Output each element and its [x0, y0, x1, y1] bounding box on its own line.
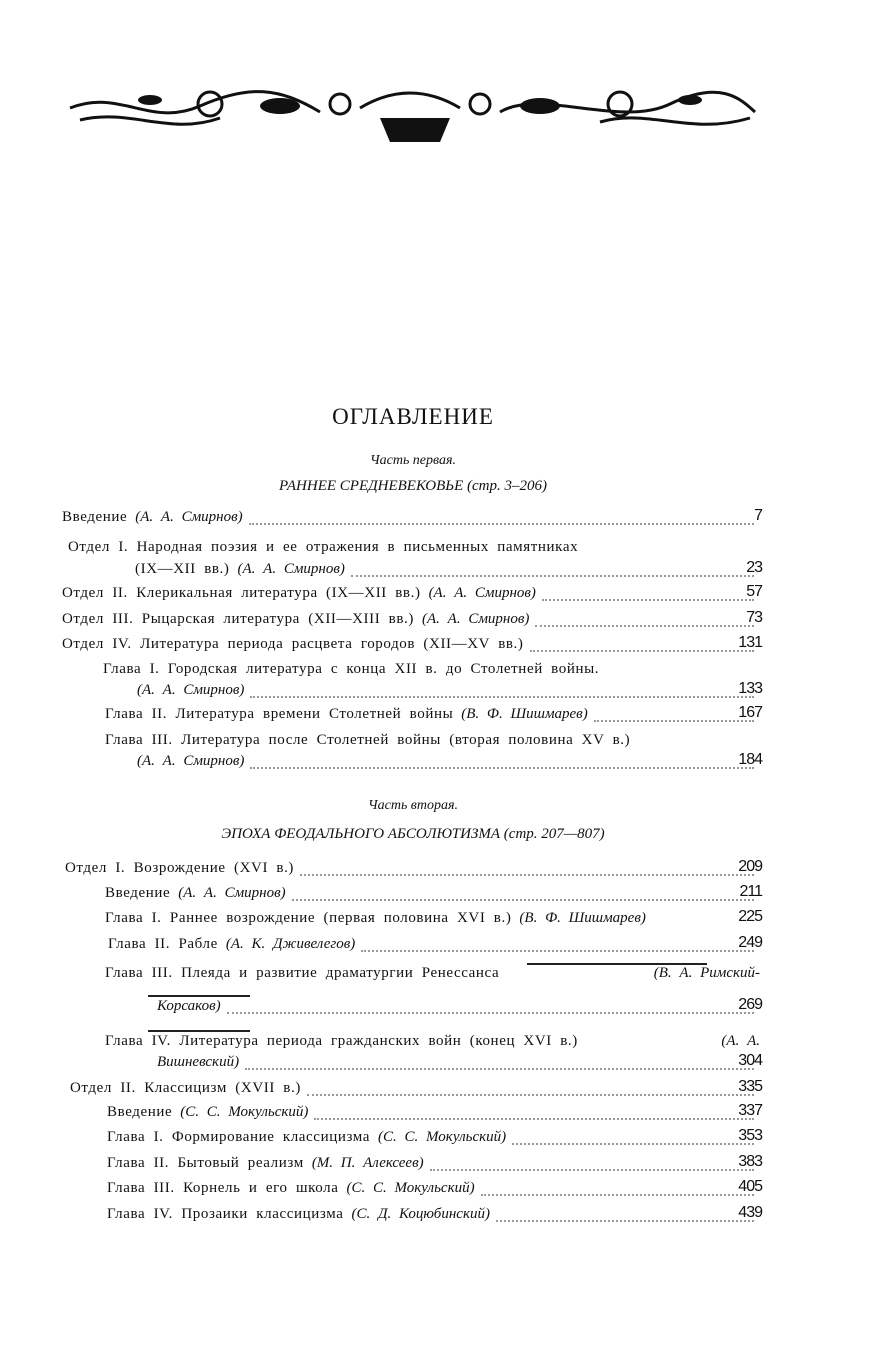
toc-entry-line[interactable] [65, 860, 760, 880]
dot-leader [481, 1193, 754, 1196]
page-number[interactable]: 335 [738, 1078, 762, 1095]
entry-author: (С. С. Мокульский) [180, 1104, 309, 1120]
dot-leader [300, 873, 754, 876]
toc-entry-line[interactable] [103, 661, 760, 681]
entry-title: Глава IV. Прозаики классицизма [107, 1206, 344, 1222]
part-label: Часть первая. [369, 453, 457, 468]
entry-author: (С. С. Мокульский) [378, 1129, 507, 1145]
toc-entry-line[interactable] [137, 753, 760, 773]
page-title: ОГЛАВЛЕНИЕ [332, 404, 494, 429]
entry-title: Введение [105, 885, 171, 901]
page-number[interactable]: 439 [738, 1204, 762, 1221]
dot-leader [530, 649, 754, 652]
dot-leader [245, 1067, 754, 1070]
dot-leader [430, 1168, 754, 1171]
entry-title: Глава I. Городская литература с конца XII в. до Столетней войны. [103, 661, 600, 677]
toc-entry-line[interactable] [107, 1180, 760, 1200]
toc-entry-line[interactable] [105, 706, 760, 726]
entry-title: Отдел IV. Литература периода расцвета городов (XII—XV вв.) [62, 636, 524, 652]
toc-entry-line[interactable] [107, 1129, 760, 1149]
page-number[interactable]: 133 [738, 680, 762, 697]
dot-leader [512, 1142, 754, 1145]
page-number[interactable]: 184 [738, 751, 762, 768]
entry-title: Отдел I. Возрождение (XVI в.) [65, 860, 295, 876]
entry-title: (IX—XII вв.) [135, 561, 230, 577]
entry-title: Глава III. Корнель и его школа [107, 1180, 339, 1196]
entry-author: (А. А. Смирнов) [428, 585, 536, 601]
page-number[interactable]: 167 [738, 704, 762, 721]
entry-author: (В. Ф. Шишмарев) [461, 706, 588, 722]
toc-entry-line[interactable] [105, 910, 760, 930]
toc-entry-line[interactable] [107, 1104, 760, 1124]
toc-entry-line[interactable] [105, 1033, 760, 1053]
dot-leader [227, 1011, 754, 1014]
toc-entry-line[interactable] [157, 1054, 760, 1074]
entry-title: Отдел II. Классицизм (XVII в.) [70, 1080, 301, 1096]
entry-title: Глава II. Литература времени Столетней войны [105, 706, 454, 722]
toc-entry-line[interactable] [108, 936, 760, 956]
entry-title: Отдел II. Клерикальная литература (IX—XII вв.) [62, 585, 421, 601]
toc-entry-line[interactable] [107, 1155, 760, 1175]
entry-title: Отдел III. Рыцарская литература (XII—XIII вв.) [62, 611, 414, 627]
page-number[interactable]: 57 [746, 583, 762, 600]
scan-mark [148, 995, 250, 997]
dot-leader [249, 522, 754, 525]
dot-leader [250, 695, 754, 698]
part-heading: РАННЕЕ СРЕДНЕВЕКОВЬЕ (стр. 3–206) [279, 478, 547, 494]
part-heading: ЭПОХА ФЕОДАЛЬНОГО АБСОЛЮТИЗМА (стр. 207—807) [221, 826, 605, 842]
entry-author: Вишневский) [157, 1054, 240, 1070]
scan-mark [527, 963, 707, 965]
entry-author: (М. П. Алексеев) [311, 1155, 424, 1171]
toc-entry-line[interactable] [62, 585, 760, 605]
dot-leader [250, 766, 754, 769]
entry-author: (А. А. Смирнов) [237, 561, 345, 577]
page-number[interactable]: 209 [738, 858, 762, 875]
dot-leader [307, 1093, 754, 1096]
entry-author: (А. А. Смирнов) [137, 682, 245, 698]
dot-leader [292, 898, 754, 901]
entry-author: (С. Д. Коцюбинский) [351, 1206, 490, 1222]
toc-entry-line[interactable] [135, 561, 760, 581]
entry-author: (А. К. Дживелегов) [225, 936, 356, 952]
entry-title: Глава I. Формирование классицизма [107, 1129, 371, 1145]
page-number[interactable]: 23 [746, 559, 762, 576]
entry-author: (А. А. Смирнов) [178, 885, 286, 901]
page-number[interactable]: 353 [738, 1127, 762, 1144]
dot-leader [361, 949, 754, 952]
page-number[interactable]: 383 [738, 1153, 762, 1170]
dot-leader [496, 1219, 754, 1222]
entry-author: (А. А. Смирнов) [137, 753, 245, 769]
page-number[interactable]: 249 [738, 934, 762, 951]
entry-title: Отдел I. Народная поэзия и ее отражения в письменных памятниках [68, 539, 579, 555]
entry-title: Глава II. Рабле [108, 936, 218, 952]
page-number[interactable]: 337 [738, 1102, 762, 1119]
toc-entry-line[interactable] [62, 611, 760, 631]
decorative-ornament-icon [60, 78, 760, 150]
toc-entry-line[interactable] [70, 1080, 760, 1100]
toc-entry-line[interactable] [105, 732, 760, 752]
entry-author: (В. Ф. Шишмарев) [519, 910, 646, 926]
page-number[interactable]: 211 [739, 883, 762, 900]
page-number[interactable]: 7 [754, 507, 762, 524]
toc-entry-line[interactable] [107, 1206, 760, 1226]
page-number[interactable]: 131 [738, 634, 762, 651]
page-number[interactable]: 304 [738, 1052, 762, 1069]
entry-author: (А. А. [721, 1033, 760, 1049]
toc-entry-line[interactable] [105, 965, 760, 985]
toc-entry-line[interactable] [62, 636, 760, 656]
entry-author: (В. А. Римский- [653, 965, 760, 981]
entry-author: (А. А. Смирнов) [135, 509, 243, 525]
page-number[interactable]: 269 [738, 996, 762, 1013]
entry-author: (А. А. Смирнов) [422, 611, 530, 627]
entry-title: Глава II. Бытовый реализм [107, 1155, 304, 1171]
page-number[interactable]: 225 [738, 908, 762, 925]
entry-title: Введение [62, 509, 128, 525]
page-number[interactable]: 405 [738, 1178, 762, 1195]
toc-entry-line[interactable] [157, 998, 760, 1018]
entry-title: Введение [107, 1104, 173, 1120]
entry-author: (С. С. Мокульский) [346, 1180, 475, 1196]
entry-title: Глава III. Литература после Столетней войны (вторая половина XV в.) [105, 732, 631, 748]
toc-entry-line[interactable] [68, 539, 760, 559]
entry-title: Глава III. Плеяда и развитие драматургии Ренессанса [105, 965, 500, 981]
entry-title: Глава I. Раннее возрождение (первая половина XVI в.) [105, 910, 512, 926]
part-label: Часть вторая. [367, 798, 459, 813]
toc-entry-line[interactable] [105, 885, 760, 905]
dot-leader [351, 574, 754, 577]
dot-leader [314, 1117, 754, 1120]
page-number[interactable]: 73 [746, 609, 762, 626]
toc-entry-line[interactable] [137, 682, 760, 702]
entry-author: Корсаков) [157, 998, 221, 1014]
toc-entry-line[interactable] [62, 509, 760, 529]
entry-title: Глава IV. Литература периода гражданских войн (конец XVI в.) [105, 1033, 578, 1049]
scan-mark [148, 1030, 250, 1032]
